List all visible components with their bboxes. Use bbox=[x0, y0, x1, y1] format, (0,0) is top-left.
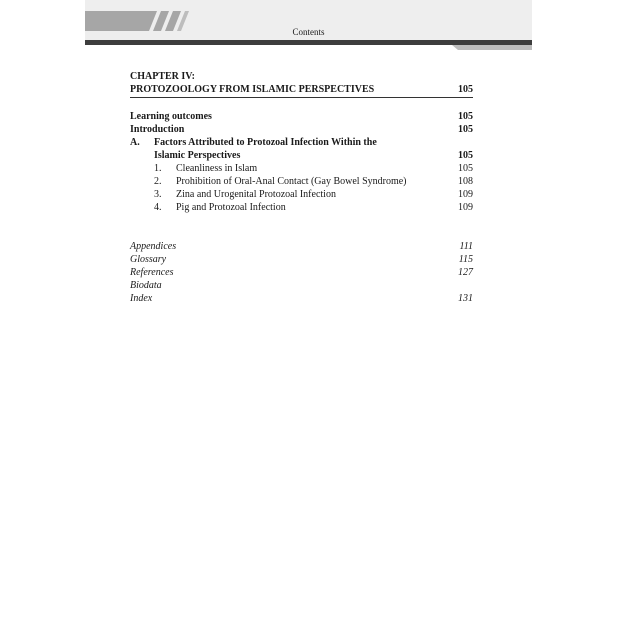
back-matter-page: 131 bbox=[458, 293, 473, 304]
section-a-title-line1: Factors Attributed to Protozoal Infection Within the bbox=[154, 137, 377, 148]
back-matter-label: Glossary bbox=[130, 254, 167, 265]
back-matter-label: Biodata bbox=[130, 280, 162, 291]
back-matter-entry[interactable] bbox=[130, 279, 473, 292]
back-matter-entry[interactable] bbox=[130, 292, 473, 305]
subentry-label: Pig and Protozoal Infection bbox=[176, 202, 286, 213]
subentry-label: Cleanliness in Islam bbox=[176, 163, 258, 174]
subentry-number: 3. bbox=[154, 189, 162, 200]
toc-subentry[interactable] bbox=[130, 175, 473, 188]
toc-entry[interactable] bbox=[130, 110, 473, 123]
subentry-page: 105 bbox=[458, 163, 473, 174]
toc-subentry[interactable] bbox=[130, 162, 473, 175]
toc-entry-label: Introduction bbox=[130, 124, 185, 135]
toc-subentry[interactable] bbox=[130, 188, 473, 201]
section-a-title-line2: Islamic Perspectives bbox=[154, 150, 241, 161]
section-a-page: 105 bbox=[458, 150, 473, 161]
toc-subentry[interactable] bbox=[130, 201, 473, 214]
subentry-page: 108 bbox=[458, 176, 473, 187]
subentry-number: 1. bbox=[154, 163, 162, 174]
subentry-page: 109 bbox=[458, 189, 473, 200]
subentry-label: Zina and Urogenital Protozoal Infection bbox=[176, 189, 336, 200]
back-matter-label: References bbox=[130, 267, 174, 278]
chapter-title-row[interactable] bbox=[130, 83, 473, 98]
section-a-heading-line2[interactable] bbox=[130, 149, 473, 162]
chapter-label: CHAPTER IV: bbox=[130, 71, 195, 82]
subentry-label: Prohibition of Oral-Anal Contact (Gay Bowel Syndrome) bbox=[176, 176, 407, 187]
back-matter-entry[interactable] bbox=[130, 266, 473, 279]
back-matter-page: 115 bbox=[458, 254, 473, 265]
chapter-title: PROTOZOOLOGY FROM ISLAMIC PERSPECTIVES bbox=[130, 84, 375, 95]
back-matter-page: 111 bbox=[459, 241, 473, 252]
back-matter-label: Index bbox=[130, 293, 153, 304]
subentry-number: 2. bbox=[154, 176, 162, 187]
toc-entry-label: Learning outcomes bbox=[130, 111, 212, 122]
section-a-heading-line1[interactable] bbox=[130, 136, 473, 149]
chapter-page: 105 bbox=[458, 84, 473, 95]
running-header-title: Contents bbox=[292, 27, 325, 37]
section-a-letter: A. bbox=[130, 137, 140, 148]
toc-entry-page: 105 bbox=[458, 124, 473, 135]
header-tab-decoration bbox=[452, 45, 532, 50]
toc-entry-page: 105 bbox=[458, 111, 473, 122]
back-matter-label: Appendices bbox=[130, 241, 177, 252]
toc-entry[interactable] bbox=[130, 123, 473, 136]
back-matter-entry[interactable] bbox=[130, 253, 473, 266]
table-of-contents bbox=[130, 70, 473, 305]
back-matter-entry[interactable] bbox=[130, 240, 473, 253]
document-page bbox=[85, 0, 532, 617]
subentry-page: 109 bbox=[458, 202, 473, 213]
back-matter-page: 127 bbox=[458, 267, 473, 278]
subentry-number: 4. bbox=[154, 202, 162, 213]
